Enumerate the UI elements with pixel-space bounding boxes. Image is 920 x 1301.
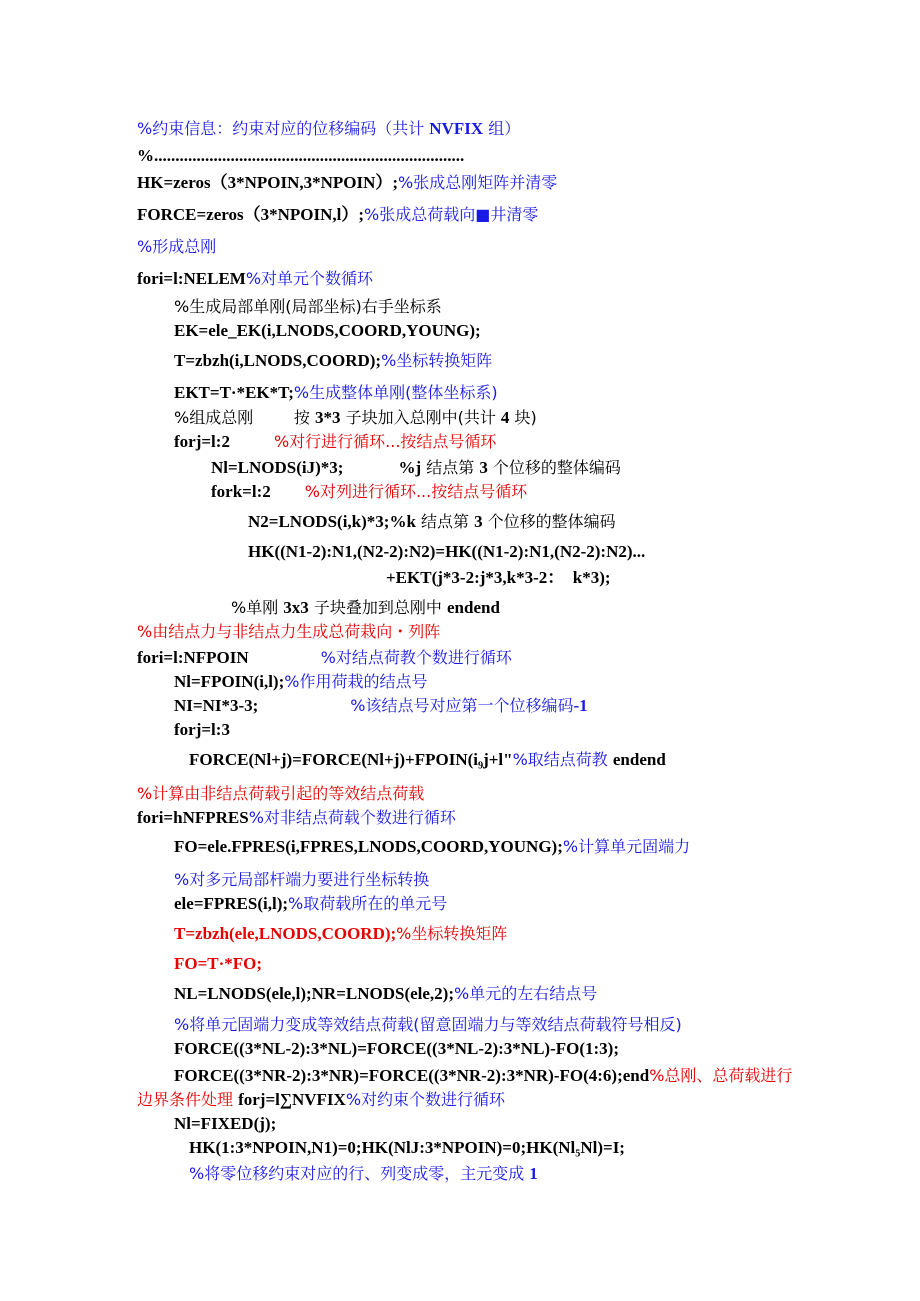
code-text: 结点第 (415, 512, 475, 531)
comment-text: %张成总荷载向■井清零 (364, 205, 539, 224)
text-line (137, 268, 373, 290)
comment-text: %生成整体单刚(整体坐标系) (293, 383, 498, 402)
comment-text: %计算单元固端力 (562, 837, 691, 856)
code-text: EK=ele_EK(i,LNODS,COORD,YOUNG); (174, 321, 481, 340)
comment-text: %对行进行循环...按结点号循环 (273, 432, 497, 451)
text-line (137, 807, 456, 829)
text-line (189, 749, 666, 771)
code-text: 结点第 (421, 458, 480, 477)
code-text: EKT=T·*EK*T; (174, 383, 294, 402)
code-text: FORCE((3*NL-2):3*NL)=FORCE((3*NL-2):3*NL)-FO(1:3); (174, 1039, 619, 1058)
code-text: fori=hNFPRES (137, 808, 249, 827)
text-line (231, 597, 500, 619)
comment-text: %将单元固端力变成等效结点荷载(留意固端力与等效结点荷载符号相反) (174, 1015, 682, 1034)
code-text: HK(1:3*NPOIN,N1)=0;HK(NlJ:3*NPOIN)=0;HK(Nl₅Nl)=I; (189, 1138, 625, 1157)
text-line (137, 172, 557, 194)
text-line (137, 621, 440, 643)
text-line (386, 567, 611, 589)
comment-text: %对多元局部杆端力要进行坐标转换 (174, 870, 430, 889)
code-text: FO=T·*FO; (174, 954, 263, 973)
code-text: fork=l:2 (211, 482, 271, 501)
text-line (211, 481, 527, 503)
code-text: FO=ele.FPRES(i,FPRES,LNODS,COORD,YOUNG); (174, 837, 563, 856)
comment-text: %对约束个数进行循环 (345, 1090, 506, 1109)
text-line (137, 118, 520, 140)
comment-text: %j (398, 458, 422, 477)
code-text: N2=LNODS(i,k)*3;%k (248, 512, 416, 531)
code-text: 子块加入总刚中(共计 (340, 408, 501, 427)
code-text: HK((N1-2):N1,(N2-2):N2)=HK((N1-2):N1,(N2-2):N2)... (248, 542, 646, 561)
code-text: forj=l∑NVFIX (238, 1090, 346, 1109)
text-line (137, 647, 512, 669)
code-text: fori=l:NFPOIN (137, 648, 249, 667)
code-text: Nl=LNODS(iJ)*3; (211, 458, 344, 477)
text-line (137, 145, 464, 167)
comment-text: %约束信息：约束对应的位移编码（共计 (137, 119, 430, 138)
comment-text: %计算由非结点荷载引起的等效结点荷载 (137, 784, 425, 803)
text-line (174, 836, 690, 858)
comment-text: %张成总刚矩阵并清零 (398, 173, 558, 192)
comment-text: %对非结点荷载个数进行循环 (248, 808, 456, 827)
code-text: 个位移的整体编码 (482, 512, 616, 531)
code-text: +EKT(j*3-2:j*3,k*3-2： k*3); (386, 568, 611, 587)
text-line (174, 953, 262, 975)
code-text: 个位移的整体编码 (487, 458, 621, 477)
text-line (174, 407, 537, 429)
code-text: HK=zeros（3*NPOIN,3*NPOIN）; (137, 173, 399, 192)
text-line (174, 1038, 619, 1060)
code-text: 3 (474, 512, 483, 531)
comment-text: %坐标转换矩阵 (396, 924, 508, 943)
code-text: -1 (573, 696, 588, 715)
text-line (174, 1014, 682, 1036)
code-text: Nl=FIXED(j); (174, 1114, 277, 1133)
code-text: forj=l:2 (174, 432, 230, 451)
comment-text: %将零位移约束对应的行、列变成零，主元变成 (189, 1164, 530, 1183)
comment-text: %取荷载所在的单元号 (288, 894, 448, 913)
comment-text: %由结点力与非结点力生成总荷栽向・列阵 (137, 622, 441, 641)
code-text: T=zbzh(i,LNODS,COORD); (174, 351, 382, 370)
text-line (174, 719, 230, 741)
comment-text: %取结点荷教 (512, 750, 613, 769)
code-text: FORCE=zeros（3*NPOIN,l）; (137, 205, 365, 224)
text-line (174, 983, 597, 1005)
text-line (174, 869, 429, 891)
text-line (174, 695, 588, 717)
code-text: 边界条件处理 (137, 1090, 239, 1109)
text-line (174, 296, 442, 318)
text-line (174, 431, 496, 453)
text-line (174, 382, 498, 404)
comment-text: %形成总刚 (137, 237, 217, 256)
text-line (174, 320, 481, 342)
code-text: 子块叠加到总刚中 (308, 598, 447, 617)
text-line (137, 783, 424, 805)
code-text: T=zbzh(ele,LNODS,COORD); (174, 924, 397, 943)
text-line (137, 236, 216, 258)
code-text: 3x3 (283, 598, 309, 617)
code-text: NVFIX (429, 119, 484, 138)
code-text: 4 (500, 408, 510, 427)
code-text: 块) (509, 408, 537, 427)
code-text: Nl=FPOIN(i,l); (174, 672, 285, 691)
comment-text: %作用荷栽的结点号 (284, 672, 428, 691)
text-line (174, 923, 507, 945)
comment-text: %该结点号对应第一个位移编码 (350, 696, 574, 715)
code-text: FORCE((3*NR-2):3*NR)=FORCE((3*NR-2):3*NR)-FO(4:6);end (174, 1066, 650, 1085)
text-line (189, 1163, 538, 1185)
comment-text: %单元的左右结点号 (454, 984, 598, 1003)
comment-text: %......................................................................... (137, 146, 465, 165)
code-text: fori=l:NELEM (137, 269, 246, 288)
code-text: forj=l:3 (174, 720, 230, 739)
code-text: endend (446, 598, 500, 617)
comment-text: %对结点荷教个数进行循环 (320, 648, 512, 667)
code-text: ele=FPRES(i,l); (174, 894, 289, 913)
text-line (211, 457, 621, 479)
comment-text: %生成局部单刚(局部坐标)右手坐标系 (174, 297, 442, 316)
comment-text: %组成总刚 (174, 408, 254, 427)
code-text: 1 (529, 1164, 538, 1183)
code-text: NL=LNODS(ele,l);NR=LNODS(ele,2); (174, 984, 455, 1003)
text-line (174, 1065, 792, 1087)
code-text: 3*3 (315, 408, 341, 427)
text-line (174, 893, 447, 915)
comment-text: %单刚 (231, 598, 284, 617)
text-line (189, 1137, 625, 1159)
text-line (248, 541, 645, 563)
text-line (248, 511, 616, 533)
code-text: 3 (479, 458, 488, 477)
comment-text: %对列进行循环...按结点号循环 (304, 482, 528, 501)
comment-text: %坐标转换矩阵 (381, 351, 493, 370)
text-line (174, 1113, 276, 1135)
code-text: NI=NI*3-3; (174, 696, 259, 715)
comment-text: %总刚、总荷载进行 (649, 1066, 793, 1085)
text-line (137, 1089, 505, 1111)
text-line (137, 204, 538, 226)
code-text: 按 (253, 408, 315, 427)
code-text: endend (612, 750, 666, 769)
comment-text: %对单元个数循环 (245, 269, 374, 288)
code-text: 组） (483, 119, 521, 138)
text-line (174, 671, 427, 693)
code-text: FORCE(Nl+j)=FORCE(Nl+j)+FPOIN(i₉j+l" (189, 750, 513, 769)
text-line (174, 350, 492, 372)
